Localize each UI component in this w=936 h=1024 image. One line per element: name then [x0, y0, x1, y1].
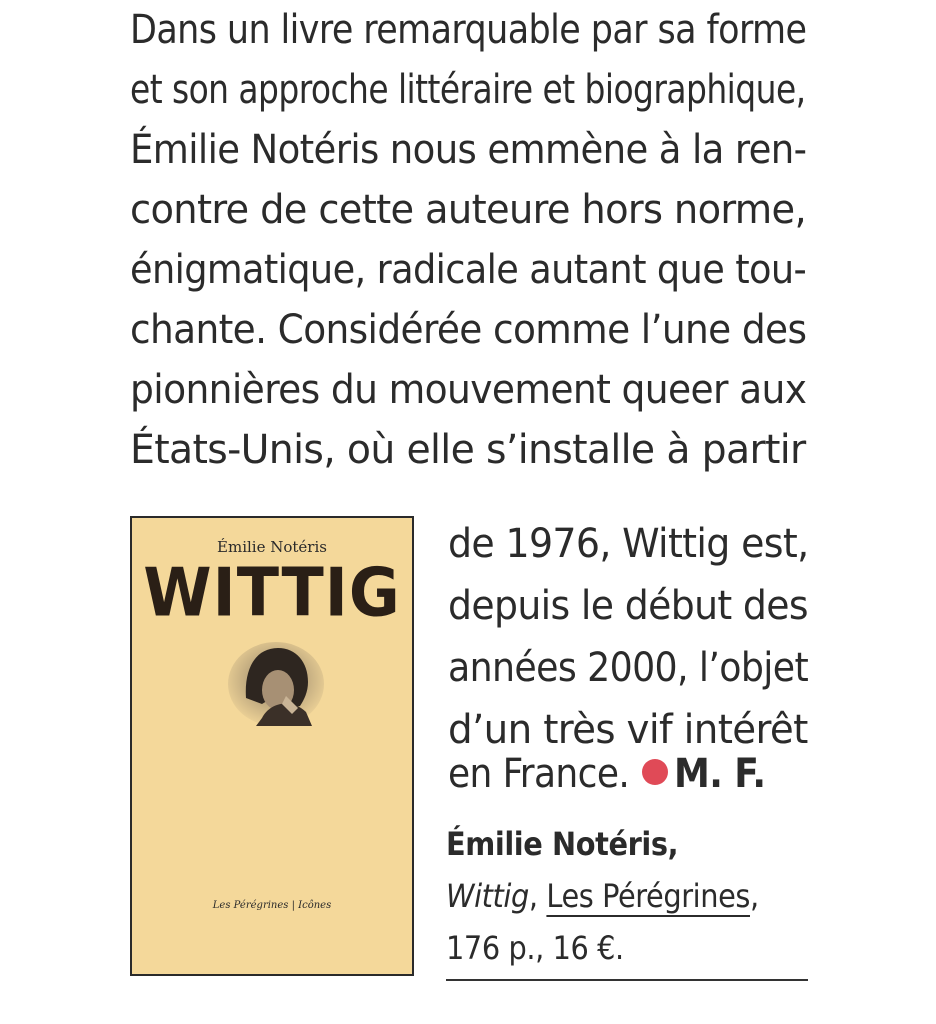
book-cover [130, 516, 414, 976]
review-line: depuis le début des [448, 583, 808, 629]
credit-book-line [446, 870, 759, 922]
review-line-end: en France. [448, 751, 630, 797]
review-line: et son approche littéraire et biographique, [130, 67, 806, 113]
author-signature: M. F. [674, 751, 766, 797]
review-line: États-Unis, où elle s’installe à partir [130, 427, 806, 473]
end-mark-dot-icon [642, 759, 668, 785]
review-line: chante. Considérée comme l’une des [130, 307, 807, 353]
bottom-rule [446, 979, 808, 981]
review-line: pionnières du mouvement queer aux [130, 367, 807, 413]
review-line: énigmatique, radicale autant que tou- [130, 247, 807, 293]
review-line: d’un très vif intérêt [448, 707, 808, 753]
cover-title: WITTIG [143, 553, 401, 632]
review-last-line [448, 744, 765, 804]
review-line: contre de cette auteure hors norme, [130, 187, 807, 233]
credit-book-title: Wittig [446, 877, 529, 915]
review-line: Émilie Notéris nous emmène à la ren- [130, 127, 807, 173]
cover-publisher: Les Pérégrines | Icônes [212, 900, 332, 911]
portrait-photo [226, 638, 326, 726]
credit-publisher: Les Pérégrines [546, 877, 750, 915]
credit-details: 176 p., 16 €. [446, 929, 624, 967]
credit-comma: , [750, 877, 759, 915]
review-line: années 2000, l’objet [448, 645, 809, 691]
review-line: Dans un livre remarquable par sa forme [130, 7, 807, 53]
credit-separator: , [528, 877, 547, 915]
cover-author: Émilie Notéris [217, 538, 327, 556]
review-line: de 1976, Wittig est, [448, 521, 809, 567]
credit-author: Émilie Notéris, [446, 825, 679, 863]
